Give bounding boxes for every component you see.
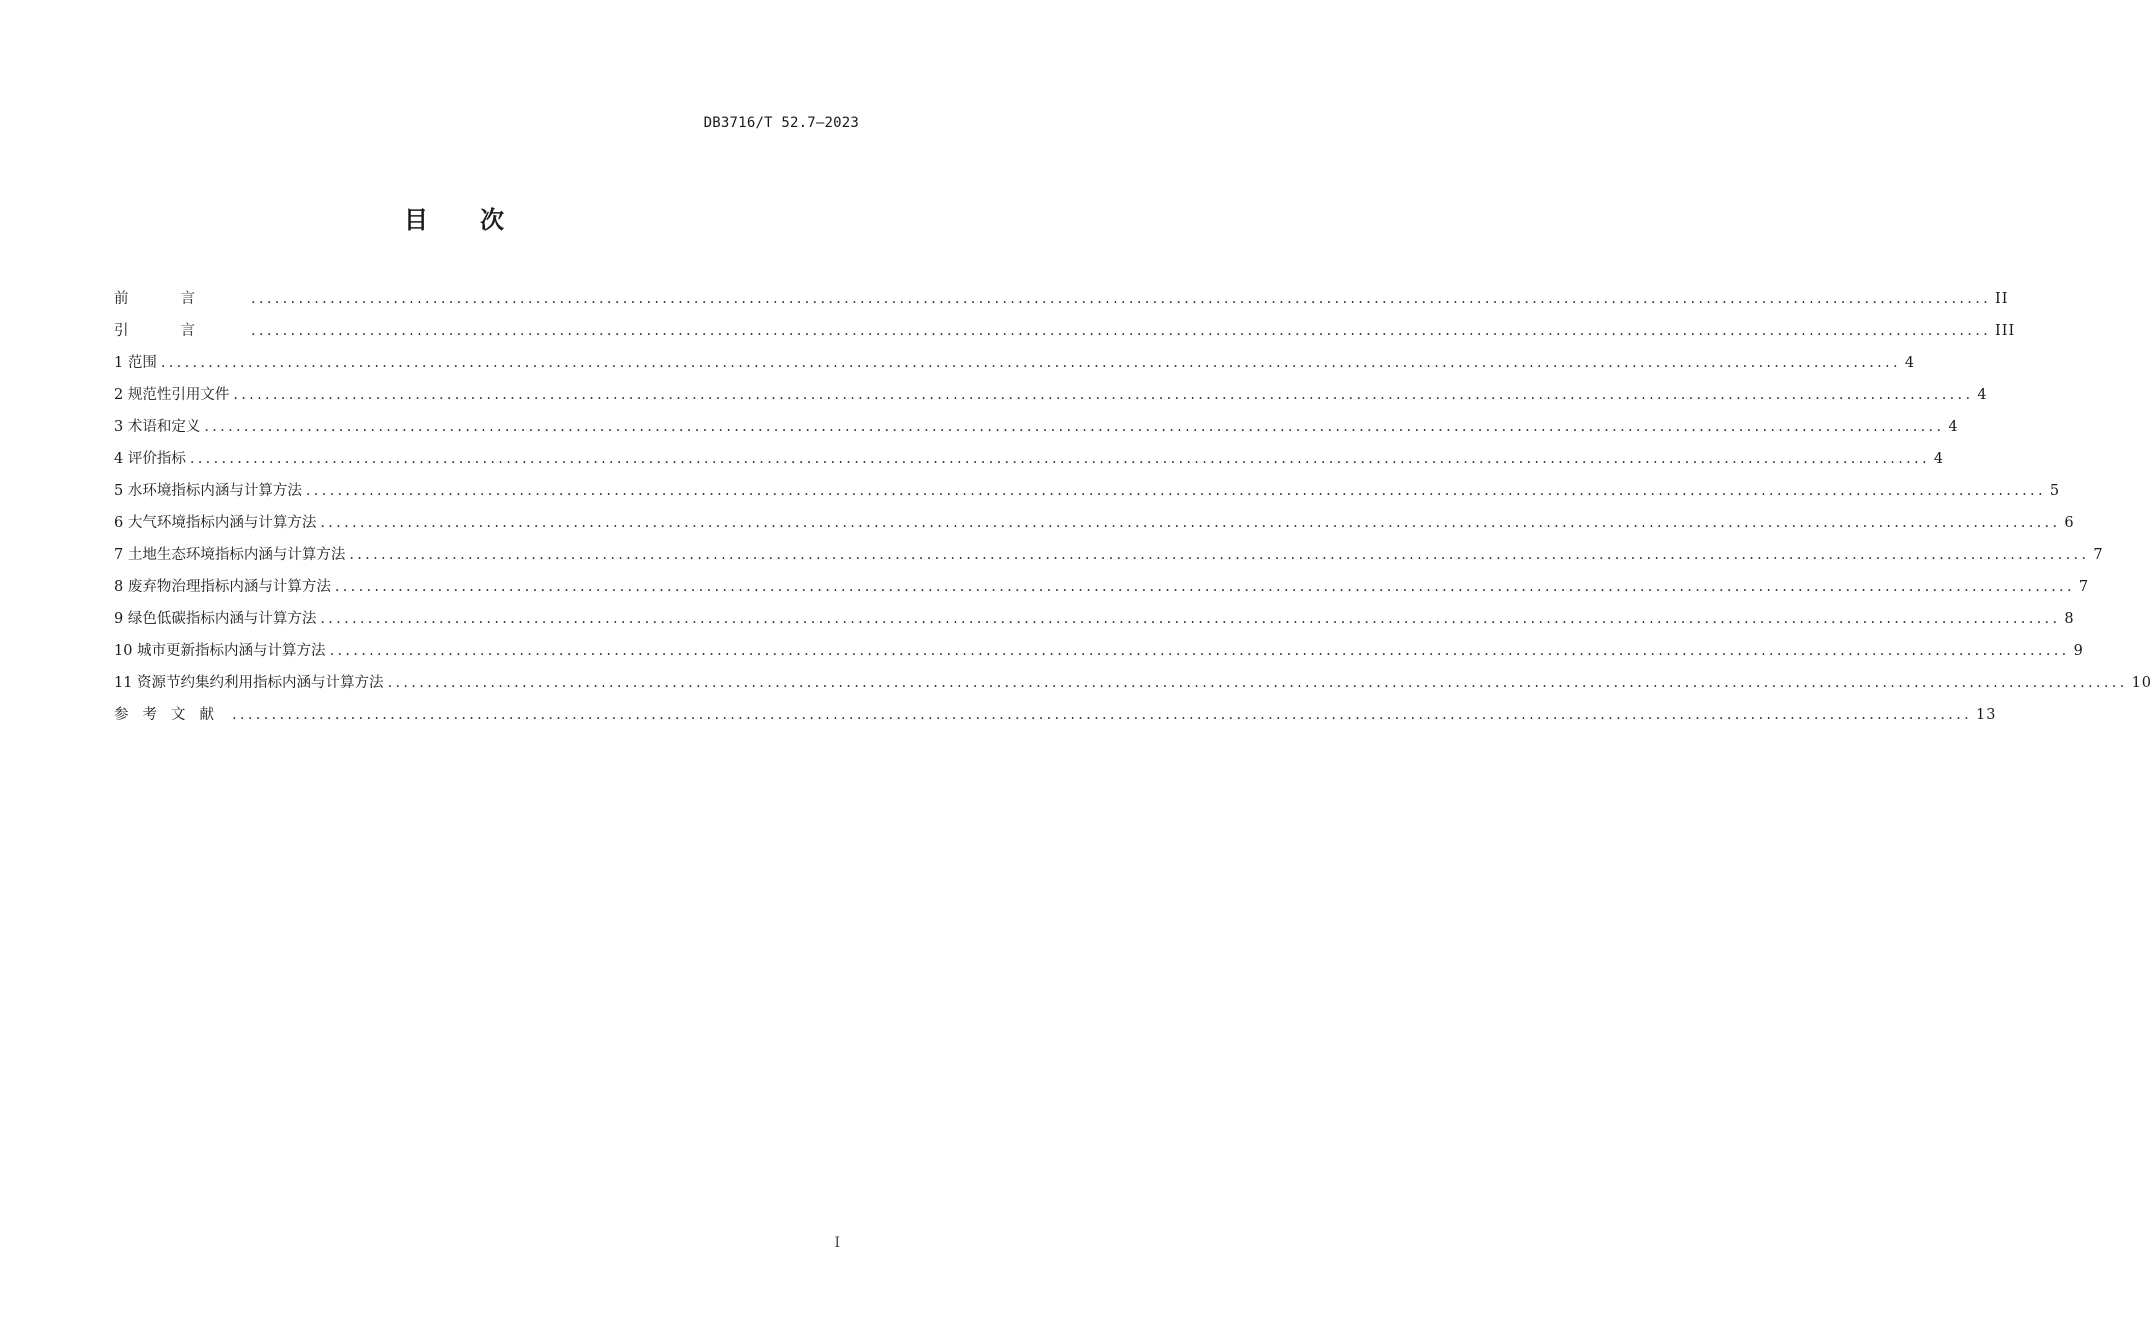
table-of-contents xyxy=(114,283,2152,731)
toc-leader-dots: ............................................................................................................................................................................................................................ xyxy=(329,643,2070,659)
toc-entry[interactable] xyxy=(114,699,1997,731)
toc-leader-dots: ............................................................................................................................................................................................................................ xyxy=(232,707,1973,723)
toc-entry[interactable] xyxy=(114,347,1916,379)
toc-entry-page: 7 xyxy=(2078,579,2090,595)
toc-entry-page: III xyxy=(1995,323,2016,339)
toc-entry-label: 10 城市更新指标内涵与计算方法 xyxy=(114,643,326,659)
toc-entry[interactable] xyxy=(114,539,2104,571)
toc-entry-label: 1 范围 xyxy=(114,355,157,371)
toc-entry[interactable] xyxy=(114,411,1959,443)
toc-entry-page: 5 xyxy=(2049,483,2061,499)
toc-entry-label: 11 资源节约集约利用指标内涵与计算方法 xyxy=(114,675,384,691)
toc-entry-label: 6 大气环境指标内涵与计算方法 xyxy=(114,515,317,531)
toc-entry-page: 8 xyxy=(2064,611,2075,627)
toc-entry-label: 5 水环境指标内涵与计算方法 xyxy=(114,483,302,499)
toc-leader-dots: ............................................................................................................................................................................................................................ xyxy=(334,579,2075,595)
toc-entry-label: 3 术语和定义 xyxy=(114,419,201,435)
toc-entry-page: 7 xyxy=(2093,547,2104,563)
toc-leader-dots: ............................................................................................................................................................................................................................ xyxy=(251,291,1992,307)
page-number: I xyxy=(834,1235,840,1251)
document-code: DB3716/T 52.7—2023 xyxy=(703,115,859,131)
toc-leader-dots: ............................................................................................................................................................................................................................ xyxy=(233,387,1974,403)
toc-entry-label: 前言 xyxy=(114,291,247,307)
toc-leader-dots: ............................................................................................................................................................................................................................ xyxy=(349,547,2090,563)
toc-entry-label: 引言 xyxy=(114,323,247,339)
toc-entry-page: II xyxy=(1995,291,2009,307)
toc-entry[interactable] xyxy=(114,635,2084,667)
toc-entry-label: 2 规范性引用文件 xyxy=(114,387,230,403)
toc-entry-page: 4 xyxy=(1948,419,1959,435)
toc-entry-page: 9 xyxy=(2073,643,2084,659)
toc-entry-page: 4 xyxy=(1904,355,1916,371)
toc-entry-label: 4 评价指标 xyxy=(114,451,186,467)
toc-leader-dots: ............................................................................................................................................................................................................................ xyxy=(204,419,1945,435)
toc-entry[interactable] xyxy=(114,379,1988,411)
toc-leader-dots: ............................................................................................................................................................................................................................ xyxy=(320,611,2061,627)
toc-entry[interactable] xyxy=(114,443,1945,475)
toc-entry-page: 4 xyxy=(1933,451,1945,467)
toc-entry[interactable] xyxy=(114,603,2075,635)
toc-entry-label: 9 绿色低碳指标内涵与计算方法 xyxy=(114,611,317,627)
toc-entry-page: 6 xyxy=(2064,515,2075,531)
toc-entry[interactable] xyxy=(114,283,2009,315)
toc-entry[interactable] xyxy=(114,571,2090,603)
toc-entry-page: 10 xyxy=(2131,675,2152,691)
toc-entry-label: 参考文献 xyxy=(114,707,228,723)
toc-entry[interactable] xyxy=(114,667,2152,699)
toc-entry[interactable] xyxy=(114,475,2061,507)
toc-title: 目次 xyxy=(404,206,556,234)
toc-entry-label: 8 废弃物治理指标内涵与计算方法 xyxy=(114,579,331,595)
toc-leader-dots: ............................................................................................................................................................................................................................ xyxy=(251,323,1992,339)
toc-entry[interactable] xyxy=(114,315,2016,347)
toc-entry[interactable] xyxy=(114,507,2075,539)
toc-leader-dots: ............................................................................................................................................................................................................................ xyxy=(160,355,1901,371)
toc-leader-dots: ............................................................................................................................................................................................................................ xyxy=(387,675,2128,691)
toc-entry-page: 4 xyxy=(1977,387,1988,403)
toc-entry-label: 7 土地生态环境指标内涵与计算方法 xyxy=(114,547,346,563)
toc-leader-dots: ............................................................................................................................................................................................................................ xyxy=(305,483,2046,499)
toc-leader-dots: ............................................................................................................................................................................................................................ xyxy=(189,451,1930,467)
toc-leader-dots: ............................................................................................................................................................................................................................ xyxy=(320,515,2061,531)
toc-entry-page: 13 xyxy=(1976,707,1997,723)
